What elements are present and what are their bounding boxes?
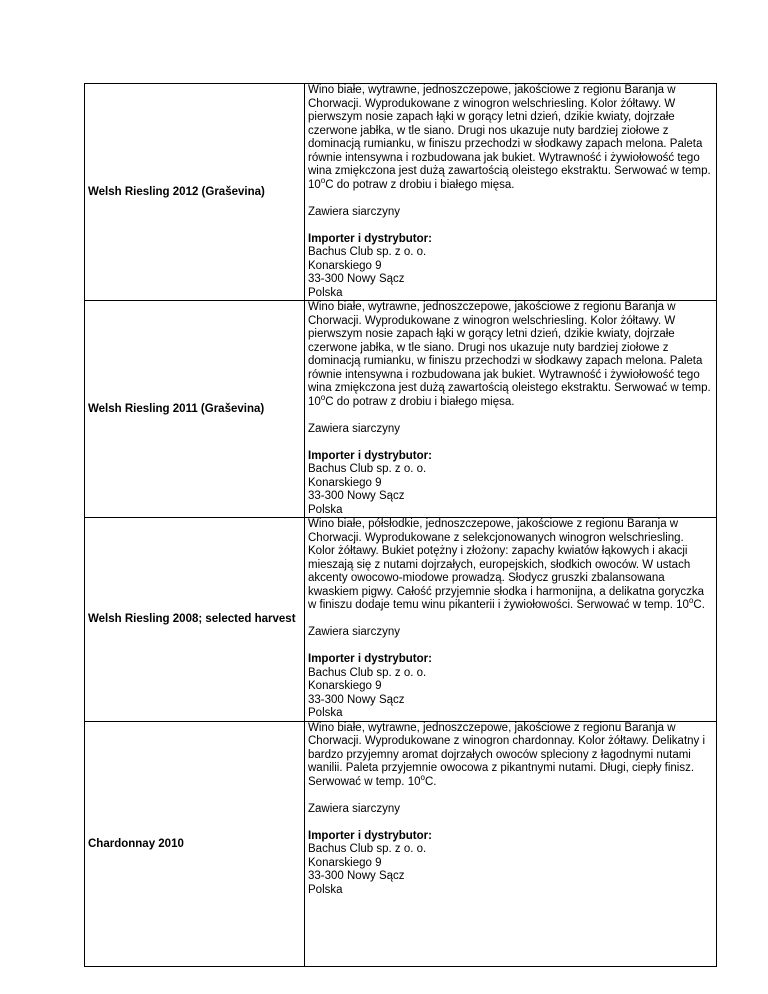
wine-table xyxy=(84,83,717,967)
wine-details xyxy=(305,301,717,518)
importer-line: Polska xyxy=(308,503,343,516)
importer-line: Polska xyxy=(308,286,343,299)
importer-line: 33-300 Nowy Sącz xyxy=(308,490,405,502)
importer-line: Bachus Club sp. z o. o. xyxy=(308,666,427,679)
wine-details xyxy=(305,518,717,722)
importer-line: 33-300 Nowy Sącz xyxy=(308,693,405,706)
table-row xyxy=(85,518,717,722)
wine-description: Wino białe, wytrawne, jednoszczepowe, jakościowe z regionu Baranja w Chorwacji. Wyprodukowane z winogron chardonnay. Kolor żółtawy. Delikatny i bardzo przyjemny aromat dojrzałych owoców spleciony z łagodnymi nutami wanilii. Paleta przyjemnie owocowa z pikantnymi nutami. Długi, ciepły finisz. Serwować w temp. 10$^o$C. xyxy=(308,721,706,788)
degree-mark: o xyxy=(320,392,326,402)
importer-title: Importer i dystrybutor: xyxy=(308,449,432,462)
importer-line: Konarskiego 9 xyxy=(308,476,382,489)
importer-line: Polska xyxy=(308,883,343,896)
importer-line: Konarskiego 9 xyxy=(308,680,382,692)
importer-line: Bachus Club sp. z o. o. xyxy=(308,843,427,855)
wine-details xyxy=(305,84,717,301)
sulfites-note: Zawiera siarczyny xyxy=(308,205,401,218)
wine-description: Wino białe, wytrawne, jednoszczepowe, jakościowe z regionu Baranja w Chorwacji. Wyprodukowane z winogron welschriesling. Kolor żółtawy. W pierwszym nosie zapach łąki w gorący letni dzień, dzikie kwiaty, dojrzałe czerwone jabłka, w tle siano. Drugi nos ukazuje nuty bardziej ziołowe z dominacją rumianku, w finiszu przechodzi w słodkawy zapach melona. Paleta równie intensywna i rozbudowana jak bukiet. Wytrawność i żywiołowość tego wina zmiękczona jest dużą zawartością oleistego ekstraktu. Serwować w temp. 10$^o$C do potraw z drobiu i białego mięsa. xyxy=(308,84,711,191)
importer-line: Polska xyxy=(308,707,343,719)
table-row xyxy=(85,721,717,966)
importer-line: Bachus Club sp. z o. o. xyxy=(308,463,427,475)
wine-description: Wino białe, wytrawne, jednoszczepowe, jakościowe z regionu Baranja w Chorwacji. Wyprodukowane z winogron welschriesling. Kolor żółtawy. W pierwszym nosie zapach łąki w gorący letni dzień, dzikie kwiaty, dojrzałe czerwone jabłka, w tle siano. Drugi nos ukazuje nuty bardziej ziołowe z dominacją rumianku, w finiszu przechodzi w słodkawy zapach melona. Paleta równie intensywna i rozbudowana jak bukiet. Wytrawność i żywiołowość tego wina zmiękczona jest dużą zawartością oleistego ekstraktu. Serwować w temp. 10$^o$C do potraw z drobiu i białego mięsa. xyxy=(308,301,711,408)
sulfites-note: Zawiera siarczyny xyxy=(308,802,401,815)
sulfites-note: Zawiera siarczyny xyxy=(308,422,401,435)
wine-description: Wino białe, półsłodkie, jednoszczepowe, jakościowe z regionu Baranja w Chorwacji. Wyprodukowane z selekcjonowanych winogron welschriesling. Kolor żółtawy. Bukiet potężny i złożony: zapachy kwiatów łąkowych i akacji mieszają się z nutami dojrzałych, europejskich, słodkich owoców. W ustach akcenty owocowo-miodowe prowadzą. Słodycz gruszki zbalansowana kwaskiem pigwy. Całość przyjemnie słodka i harmonijna, a delikatna goryczka w finiszu dodaje temu winu pikanterii i żywiołowości. Serwować w temp. 10$^o$C. xyxy=(308,518,705,611)
importer-title: Importer i dystrybutor: xyxy=(308,653,432,665)
wine-name: Welsh Riesling 2008; selected harvest xyxy=(85,518,305,722)
wine-name: Welsh Riesling 2011 (Graševina) xyxy=(85,301,305,518)
degree-mark: o xyxy=(688,596,694,606)
importer-line: 33-300 Nowy Sącz xyxy=(308,273,405,285)
importer-line: Konarskiego 9 xyxy=(308,856,382,869)
wine-details xyxy=(305,721,717,966)
importer-title: Importer i dystrybutor: xyxy=(308,829,432,842)
degree-mark: o xyxy=(420,772,425,782)
wine-name: Welsh Riesling 2012 (Graševina) xyxy=(85,84,305,301)
degree-mark: o xyxy=(320,175,326,185)
table-row xyxy=(85,301,717,518)
importer-line: Bachus Club sp. z o. o. xyxy=(308,246,427,258)
table-row xyxy=(85,84,717,301)
wine-name: Chardonnay 2010 xyxy=(85,721,305,966)
importer-line: Konarskiego 9 xyxy=(308,259,382,272)
importer-title: Importer i dystrybutor: xyxy=(308,232,432,245)
sulfites-note: Zawiera siarczyny xyxy=(308,626,401,638)
importer-line: 33-300 Nowy Sącz xyxy=(308,870,405,882)
